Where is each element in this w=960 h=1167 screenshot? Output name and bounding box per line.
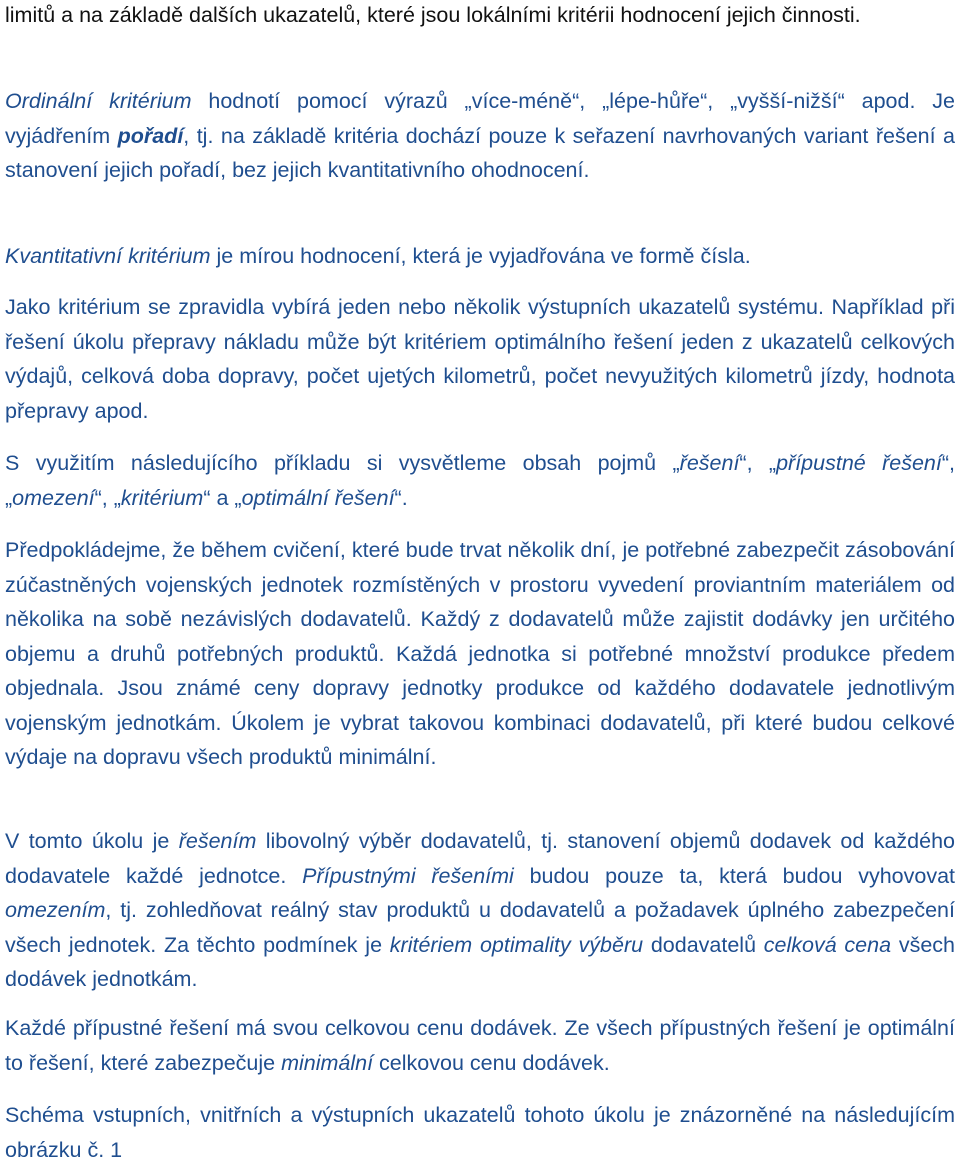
text-run: hodnotí pomocí výrazů „více-méně“, „lépe-hůře“, „vyšší-nižší“ apod. Je vyjádřením [5,89,955,148]
term-constraint: omezení [12,485,95,510]
text-run: všech dodávek jednotkám. [5,932,955,991]
paragraph-quantitative-criterion [5,239,955,274]
text-run: V tomto úkolu je [5,829,179,853]
term-ordinal-criterion: Ordinální kritérium [5,89,192,113]
term-constraints: omezením [5,898,106,922]
text-run: “, „ [94,485,121,510]
term-solution: řešení [679,451,740,475]
term-minimal: minimální [281,1050,374,1075]
text-run: Předpokládejme, že během cvičení, které bude trvat několik dní, je potřebné zabezpečit zásobování zúčastněných vojenských jednotek rozmístěných v prostoru vyvedení proviantním materiálem od několika na sobě nezávislých dodavatelů. Každý z dodavatelů může zajistit dodávky jen určitého objemu a druhů potřebných produktů. Každá jednotka si potřebné množství produkce předem objednala. Jsou známé ceny dopravy jednotky produkce od každého dodavatele jednotlivým vojenským jednotkám. Úkolem je vybrat takovou kombinaci dodavatelů, při které budou celkové výdaje na dopravu všech produktů minimální. [5,538,955,769]
paragraph-ordinal-criterion [5,84,955,188]
paragraph-optimal-solution [5,1011,955,1080]
paragraph-exercise-scenario [5,533,955,775]
text-run: budou pouze ta, která budou vyhovovat [513,863,955,888]
term-optimality-criterion: kritériem optimality výběru [389,932,644,957]
text-run: “. [394,485,408,510]
paragraph-terms-example [5,446,955,515]
text-run: S využitím následujícího příkladu si vysvětleme obsah pojmů „ [5,451,680,475]
term-criterion: kritérium [120,485,204,510]
term-optimal-solution: optimální řešení [241,485,395,510]
term-order: pořadí [117,123,184,148]
paragraph-figure-reference [5,1098,955,1167]
text-run: “ a „ [203,485,242,510]
text-run: celkovou cenu dodávek. [373,1050,610,1075]
text-run: je mírou hodnocení, která je vyjadřována ve formě čísla. [210,244,751,268]
text-run: libovolný výběr dodavatelů, tj. stanovení objemů dodavek od každého dodavatele každé jednotce. [5,829,955,888]
text-run: , tj. na základě kritéria dochází pouze k seřazení navrhovaných variant řešení a stanovení jejich pořadí, bez jejich kvantitativního ohodnocení. [5,123,955,182]
paragraph-solution-definition [5,824,955,997]
paragraph-criteria-intro [5,0,955,33]
text-run: limitů a na základě dalších ukazatelů, které jsou lokálními kritérii hodnocení jejich činnosti. [5,3,861,27]
text-run: “, „ [739,451,777,475]
term-feasible-solutions: Přípustnými řešeními [302,863,514,888]
term-quantitative-criterion: Kvantitativní kritérium [5,244,211,268]
paragraph-criterion-selection [5,290,955,428]
term-total-price: celková cena [763,932,892,957]
text-run: “, „ [5,451,955,510]
term-solution: řešením [178,829,257,853]
text-run: Schéma vstupních, vnitřních a výstupních ukazatelů tohoto úkolu je znázorněné na následujícím obrázku č. 1 [5,1103,955,1162]
text-run: , tj. zohledňovat reálný stav produktů u dodavatelů a požadavek úplného zabezpečení všech jednotek. Za těchto podmínek je [5,898,955,957]
text-run: Jako kritérium se zpravidla vybírá jeden nebo několik výstupních ukazatelů systému. Například při řešení úkolu přepravy nákladu může být kritériem optimálního řešení jeden z ukazatelů celkových výdajů, celková doba dopravy, počet ujetých kilometrů, počet nevyužitých kilometrů jízdy, hodnota přepravy apod. [5,295,955,423]
text-run: dodavatelů [643,932,764,957]
text-run: Každé přípustné řešení má svou celkovou cenu dodávek. Ze všech přípustných řešení je optimální to řešení, které zabezpečuje [5,1016,955,1075]
term-feasible-solution: přípustné řešení [776,451,942,475]
